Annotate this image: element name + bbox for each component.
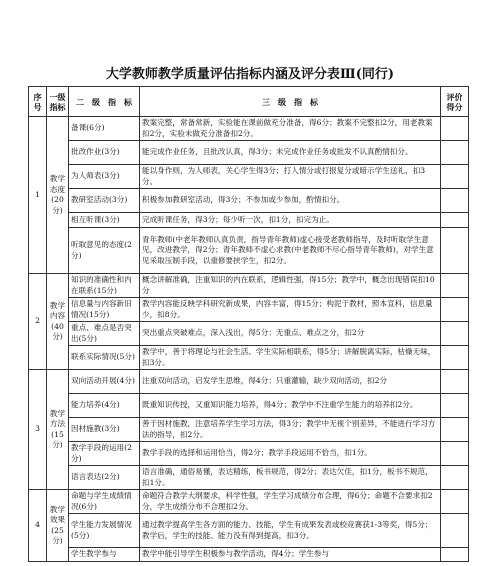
group-number: 3 [29,370,47,490]
table-row [29,322,469,346]
score-cell[interactable] [441,274,469,298]
level3-indicator: 语言准确，通俗易懂，表达精练，板书规范，得2分；表达欠佳，扣1分，板书不规范，扣1分。 [140,466,441,490]
level2-indicator: 重点、难点是否突出(5分) [69,322,140,346]
level3-indicator: 教学内容能反映学科研究新成果，内容丰富，得15分；构泥于教材，照本宣科，信息量少，扣8分。 [140,298,441,322]
table-row [29,442,469,466]
level1-indicator: 教学态度(20分) [47,117,69,274]
level3-indicator: 教学中能引导学生积极参与教学活动，得4分；学生参与 [140,548,441,562]
score-cell[interactable] [441,466,469,490]
level3-indicator: 教学中，善于将理论与社会生活、学生实际相联系，得5分；讲解脱离实际，枯燥无味，扣3分。 [140,346,441,370]
level2-indicator: 备课(6分) [69,117,140,141]
score-cell[interactable] [441,165,469,189]
table-row [29,394,469,418]
level3-indicator: 能完成作业任务，且批改认真，得3分；未完成作业任务或批发不认真酌情扣分。 [140,141,441,165]
score-cell[interactable] [441,346,469,370]
level3-indicator: 概念讲解准确，注重知识的内在联系，逻辑性强，得15分；教学中，概念出现错误扣10分 [140,274,441,298]
document-title: 大学教师教学质量评估指标内涵及评分表Ⅲ(同行) [105,67,395,82]
score-cell[interactable] [441,548,469,562]
level3-indicator: 教案完整，常备常新，实验能在课前做充分准备，得6分；教案不完整扣2分，用老教案扣2分，实验未做充分准备扣2分。 [140,117,441,141]
level1-indicator: 教学效果(25分) [47,490,69,562]
level3-indicator: 通过教学提高学生各方面的能力、技能，学生有成果发表或校竞赛获1-3等奖，得5分；教学后，学生的技能、能力没有得到提高，扣3分。 [140,514,441,548]
table-row [29,418,469,442]
level3-indicator: 善于因材施教，注意培养学生学习方法，得3分；教学中无视个别差异，不能进行学习方法的指导，扣2分。 [140,418,441,442]
group-number: 4 [29,490,47,562]
score-cell[interactable] [441,189,469,213]
level2-indicator: 相互听课(3分) [69,213,140,228]
score-cell[interactable] [441,442,469,466]
header-level3: 三 级 指 标 [140,87,441,117]
level3-indicator: 积极参加教研室活动，得3分；不参加或少参加，酌情扣分。 [140,189,441,213]
score-cell[interactable] [441,490,469,514]
header-score: 评价得分 [441,87,469,117]
level3-indicator: 突出重点突破难点，深入浅出，得5分；无重点、难点之分，扣2分 [140,322,441,346]
level2-indicator: 双向活动开展(4分) [69,370,140,394]
score-cell[interactable] [441,322,469,346]
level2-indicator: 知识的准确性和内在联系(15分) [69,274,140,298]
table-row [29,466,469,490]
score-cell[interactable] [441,394,469,418]
table-row [29,117,469,141]
table-row [29,548,469,562]
level1-indicator: 教学内容(40分) [47,274,69,370]
level2-indicator: 批改作业(3分) [69,141,140,165]
level3-indicator: 能以身作则，为人师表，关心学生得3分；打人情分或打报复分或暗示学生送礼，扣3分。 [140,165,441,189]
score-cell[interactable] [441,370,469,394]
table-row [29,298,469,322]
level2-indicator: 学生能力发展情况(5分) [69,514,140,548]
score-cell[interactable] [441,117,469,141]
level2-indicator: 因材施教(3分) [69,418,140,442]
table-row [29,141,469,165]
level2-indicator: 为人师表(3分) [69,165,140,189]
score-cell[interactable] [441,418,469,442]
score-cell[interactable] [441,141,469,165]
table-row [29,189,469,213]
score-cell[interactable] [441,228,469,274]
header-level2: 二 级 指 标 [69,87,140,117]
level2-indicator: 信息量与内容新旧情况(15分) [69,298,140,322]
level3-indicator: 青年教师(中老年教师认真负责，指导青年教师)虚心接受老教师指导，及时听取学生意见，改进教学，得2分；青年教师不虚心求教(中老教师不尽心指导青年教师)，对学生意见采取压制手段，以重修要挟学生，扣2分。 [140,228,441,274]
header-row [29,87,469,117]
table-row [29,514,469,548]
level3-indicator: 既重知识传授，又重知识能力培养，得4分；教学中不注重学生能力的培养扣2分。 [140,394,441,418]
level2-indicator: 联系实际情况(5分) [69,346,140,370]
table-row [29,346,469,370]
level3-indicator: 完成听课任务，得3分；每少听一次，扣1分，扣完为止。 [140,213,441,228]
level3-indicator: 命题符合教学大纲要求，科学性强，学生学习成绩分布合理，得6分；命题不合要求扣2分，学生成绩分布不合理扣2分。 [140,490,441,514]
score-cell[interactable] [441,298,469,322]
level2-indicator: 教研室活动(3分) [69,189,140,213]
score-cell[interactable] [441,514,469,548]
level2-indicator: 学生教学参与 [69,548,140,562]
level2-indicator: 教学手段的运用(2分) [69,442,140,466]
level2-indicator: 能力培养(4分) [69,394,140,418]
group-number: 1 [29,117,47,274]
evaluation-table [28,86,469,562]
table-row [29,370,469,394]
table-row [29,228,469,274]
table-row [29,213,469,228]
level2-indicator: 命题与学生成绩情况(6分) [69,490,140,514]
score-cell[interactable] [441,213,469,228]
level3-indicator: 教学手段的选择和运用恰当，得2分；教学手段运用不恰当，扣1分。 [140,442,441,466]
table-row [29,274,469,298]
table-row [29,490,469,514]
level1-indicator: 教学方法(15分) [47,370,69,490]
level2-indicator: 听取意见的态度(2分) [69,228,140,274]
group-number: 2 [29,274,47,370]
header-level1: 一级指标 [47,87,69,117]
level2-indicator: 语言表达(2分) [69,466,140,490]
table-row [29,165,469,189]
level3-indicator: 注重双向活动，启发学生思维，得4分；只重灌输，缺少双向活动，扣2分 [140,370,441,394]
header-no: 序号 [29,87,47,117]
